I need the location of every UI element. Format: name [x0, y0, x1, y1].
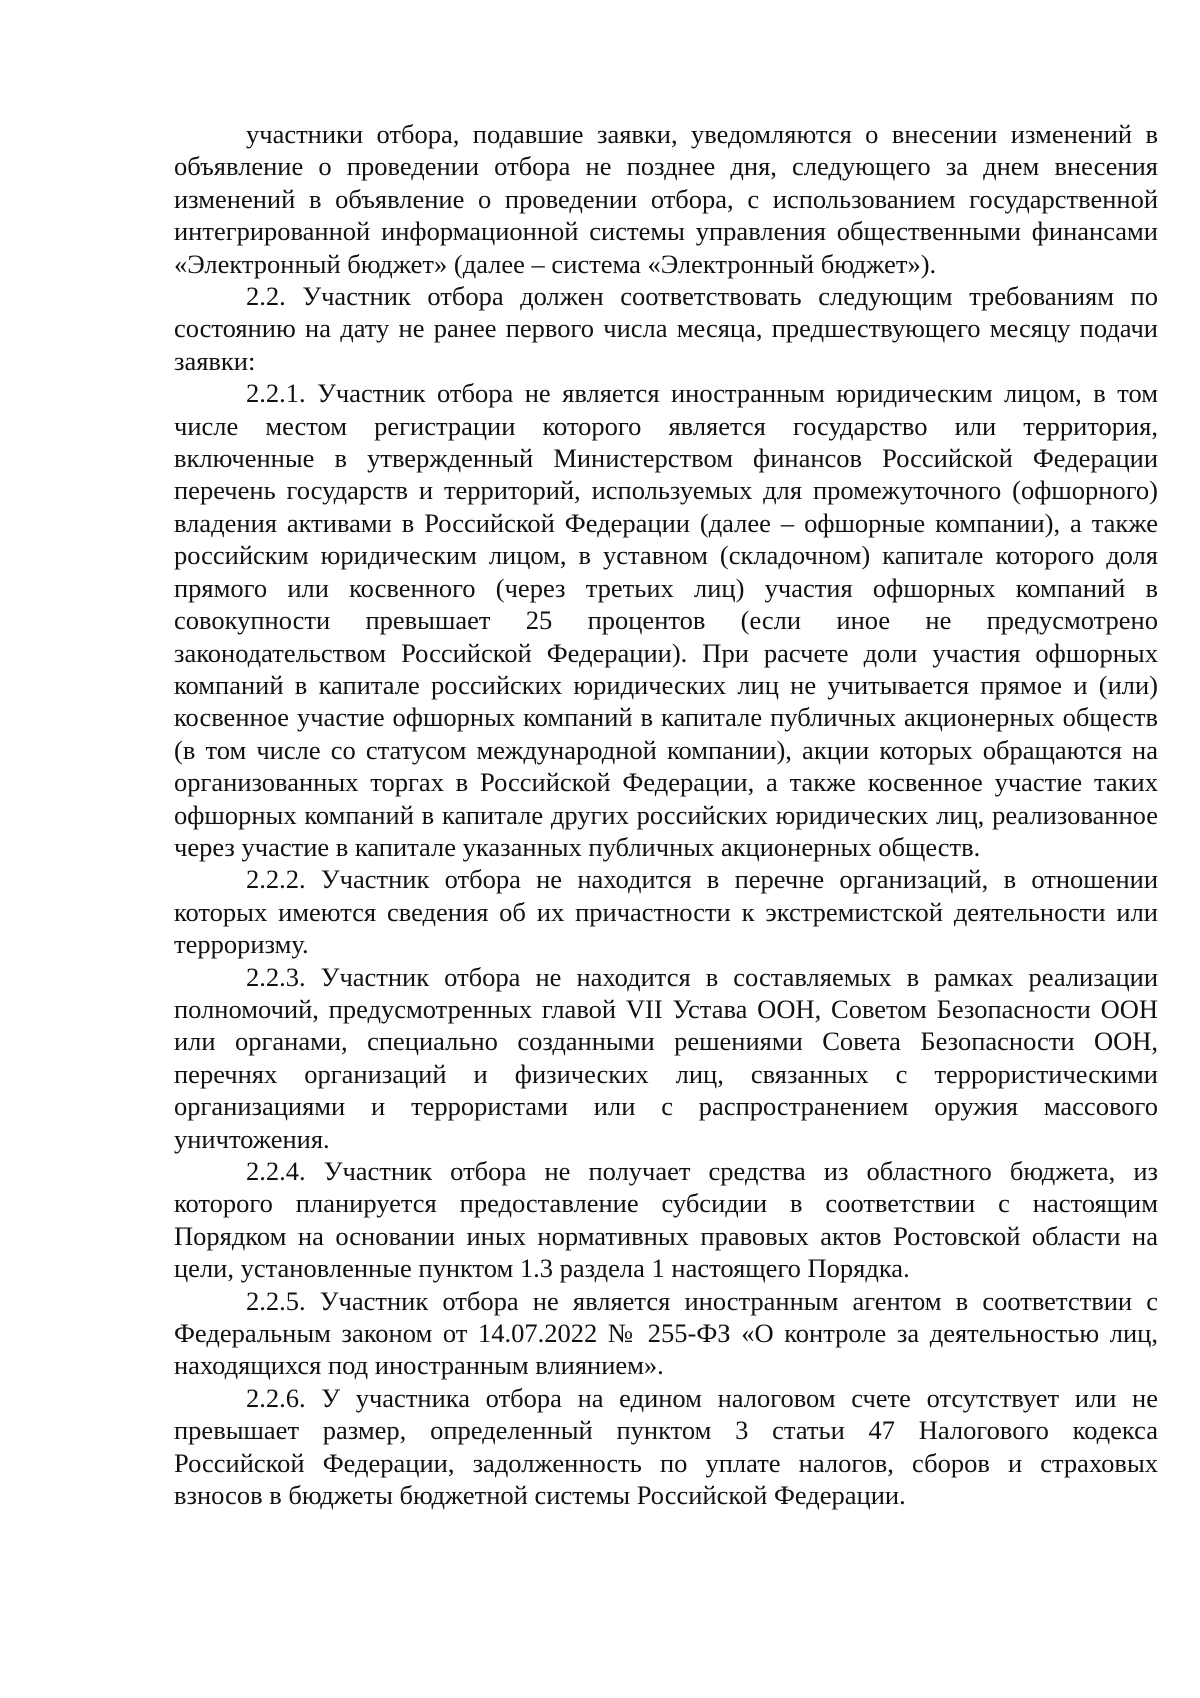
paragraph-2-2: 2.2. Участник отбора должен соответствовать следующим требованиям по состоянию на дату не ранее первого числа месяца, предшествующего месяцу подачи заявки:	[174, 281, 1158, 376]
paragraph-2-2-1: 2.2.1. Участник отбора не является иностранным юридическим лицом, в том числе местом регистрации которого является государство или территория, включенные в утвержденный Министерством финансов Российской Федерации перечень государств и территорий, используемых для промежуточного (офшорного) владения активами в Российской Федерации (далее – офшорные компании), а также российским юридическим лицом, в уставном (складочном) капитале которого доля прямого или косвенного (через третьих лиц) участия офшорных компаний в совокупности превышает 25 процентов (если иное не предусмотрено законодательством Российской Федерации). При расчете доли участия офшорных компаний в капитале российских юридических лиц не учитывается прямое и (или) косвенное участие офшорных компаний в капитале публичных акционерных обществ (в том числе со статусом международной компании), акции которых обращаются на организованных торгах в Российской Федерации, а также косвенное участие таких офшорных компаний в капитале других российских юридических лиц, реализованное через участие в капитале указанных публичных акционерных обществ.	[174, 378, 1158, 862]
paragraph-2-2-5: 2.2.5. Участник отбора не является иностранным агентом в соответствии с Федеральным законом от 14.07.2022 № 255-ФЗ «О контроле за деятельностью лиц, находящихся под иностранным влиянием».	[174, 1285, 1158, 1381]
document-body	[174, 118, 1158, 1511]
paragraph-continuation: участники отбора, подавшие заявки, уведомляются о внесении изменений в объявление о проведении отбора не позднее дня, следующего за днем внесения изменений в объявление о проведении отбора, с использованием государственной интегрированной информационной системы управления общественными финансами «Электронный бюджет» (далее – система «Электронный бюджет»).	[174, 119, 1158, 279]
paragraph-2-2-6: 2.2.6. У участника отбора на едином налоговом счете отсутствует или не превышает размер, определенный пунктом 3 статьи 47 Налогового кодекса Российской Федерации, задолженность по уплате налогов, сборов и страховых взносов в бюджеты бюджетной системы Российской Федерации.	[174, 1382, 1158, 1511]
paragraph-2-2-4: 2.2.4. Участник отбора не получает средства из областного бюджета, из которого планируется предоставление субсидии в соответствии с настоящим Порядком на основании иных нормативных правовых актов Ростовской области на цели, установленные пунктом 1.3 раздела 1 настоящего Порядка.	[174, 1156, 1158, 1284]
paragraph-2-2-3: 2.2.3. Участник отбора не находится в составляемых в рамках реализации полномочий, предусмотренных главой VII Устава ООН, Советом Безопасности ООН или органами, специально созданными решениями Совета Безопасности ООН, перечнях организаций и физических лиц, связанных с террористическими организациями и террористами или с распространением оружия массового уничтожения.	[174, 961, 1158, 1154]
paragraph-2-2-2: 2.2.2. Участник отбора не находится в перечне организаций, в отношении которых имеются сведения об их причастности к экстремистской деятельности или терроризму.	[174, 864, 1158, 960]
